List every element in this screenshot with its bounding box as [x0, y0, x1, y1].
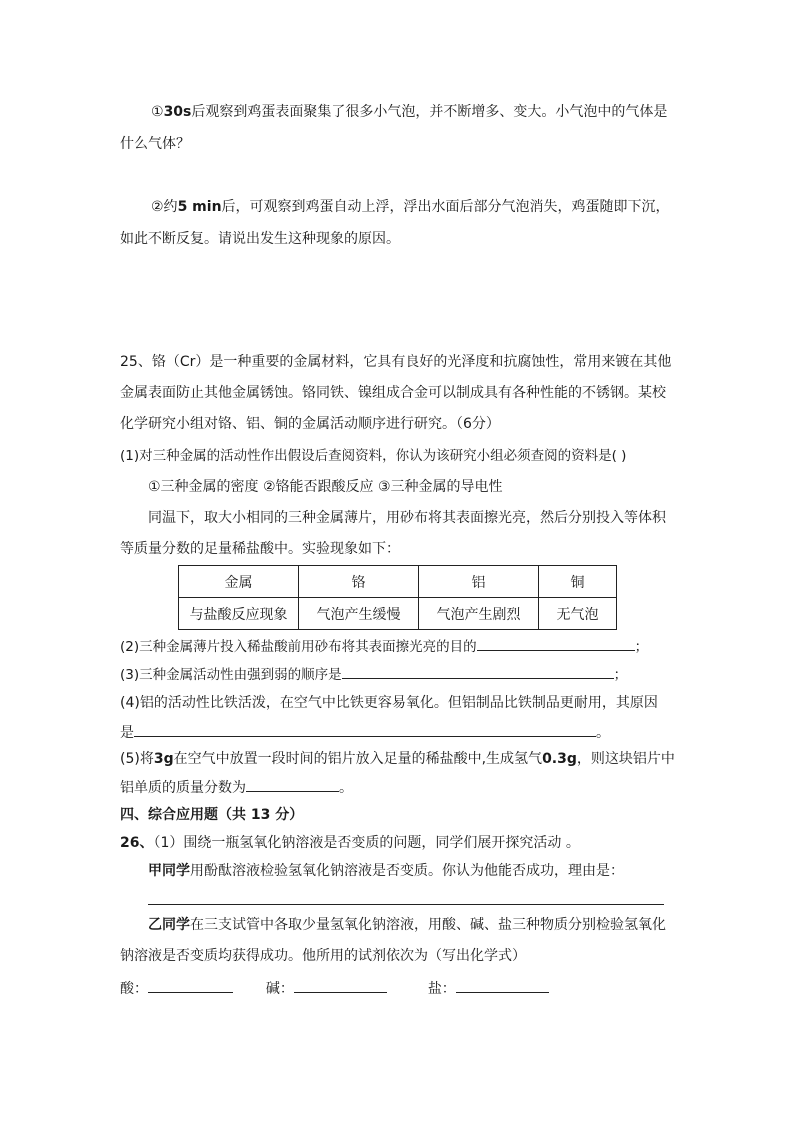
- base-label: 碱：: [265, 981, 294, 997]
- q24-item2-line1: [151, 197, 670, 217]
- q25-intro-line2: 金属表面防止其他金属锈蚀。铬同铁、镍组成合金可以制成具有各种性能的不锈钢。某校: [120, 385, 666, 401]
- punctuation: ；: [634, 639, 649, 655]
- q25-sub3: [120, 664, 627, 685]
- q25-intro-line3: 化学研究小组对铬、铝、铜的金属活动顺序进行研究。（6分）: [120, 416, 500, 432]
- q25-sub5-text: (5)将: [120, 751, 154, 767]
- q24-item2-text: 后，可观察到鸡蛋自动上浮，浮出水面后部分气泡消失，鸡蛋随即下沉，: [221, 199, 670, 215]
- section-title: 四、综合应用题（共 13 分）: [120, 807, 304, 823]
- table-cell: 铬: [299, 566, 419, 598]
- q24-item1-text: 后观察到鸡蛋表面聚集了很多小气泡，并不断增多、变大。小气泡中的气体是: [191, 104, 668, 120]
- table-cell: 与盐酸反应现象: [179, 598, 299, 630]
- acid-blank[interactable]: [148, 978, 233, 993]
- table-cell: 气泡产生剧烈: [419, 598, 539, 630]
- table-cell: 气泡产生缓慢: [299, 598, 419, 630]
- q26-line1: [120, 833, 580, 853]
- student-name: 乙同学: [148, 917, 190, 933]
- q25-sub5-text: ，则这块铝片中: [576, 751, 675, 767]
- q26-jia-line: [148, 861, 624, 881]
- answer-blank[interactable]: [246, 777, 339, 792]
- student-name: 甲同学: [148, 863, 190, 879]
- q25-intro-line1: 25、铬（Cr）是一种重要的金属材料，它具有良好的光泽度和抗腐蚀性，常用来镀在其他: [120, 354, 672, 370]
- q25-sub4-line2: [120, 722, 610, 743]
- q25-sub2: [120, 636, 648, 657]
- table-header-row: [179, 566, 617, 598]
- answer-line[interactable]: [148, 904, 664, 905]
- punctuation: 。: [339, 780, 353, 796]
- q26-text: （1）围绕一瓶氢氧化钠溶液是否变质的问题，同学们展开探究活动 。: [153, 835, 580, 851]
- q25-exp-line1: 同温下，取大小相同的三种金属薄片，用砂布将其表面擦光亮，然后分别投入等体积: [148, 510, 666, 526]
- table-cell: 铝: [419, 566, 539, 598]
- table-cell: 铜: [539, 566, 617, 598]
- punctuation: 。: [596, 725, 610, 741]
- circled-number: ②约: [151, 199, 178, 215]
- q25-exp-line2: 等质量分数的足量稀盐酸中。实验现象如下：: [120, 541, 400, 557]
- reagent-row: [120, 978, 549, 999]
- table-cell: 无气泡: [539, 598, 617, 630]
- answer-blank[interactable]: [477, 636, 635, 651]
- q24-item2-line2: 如此不断反复。请说出发生这种现象的原因。: [120, 231, 400, 247]
- q25-options: ①三种金属的密度 ②铬能否跟酸反应 ③三种金属的导电性: [148, 479, 503, 495]
- q24-item1-line1: [151, 102, 667, 122]
- table-cell: 金属: [179, 566, 299, 598]
- q26-yi-text: 在三支试管中各取少量氢氧化钠溶液，用酸、碱、盐三种物质分别检验氢氧化: [190, 917, 666, 933]
- question-number: 26、: [120, 835, 154, 851]
- q26-jia-text: 用酚酞溶液检验氢氧化钠溶液是否变质。你认为他能否成功，理由是：: [190, 863, 624, 879]
- time-value: 30s: [163, 104, 192, 120]
- q24-item1-line2: 什么气体？: [120, 136, 190, 152]
- q25-sub5-line1: [120, 749, 675, 769]
- time-value: 5 min: [177, 199, 222, 215]
- q26-yi-line1: [148, 915, 666, 935]
- q25-sub5-line2: [120, 777, 353, 798]
- table-row: [179, 598, 617, 630]
- circled-number: ①: [151, 104, 164, 120]
- answer-blank[interactable]: [134, 722, 596, 737]
- salt-label: 盐：: [427, 981, 456, 997]
- q25-sub5-text: 铝单质的质量分数为: [120, 780, 246, 796]
- acid-label: 酸：: [120, 981, 148, 997]
- base-blank[interactable]: [294, 978, 387, 993]
- experiment-table: [178, 565, 617, 630]
- q25-sub2-text: (2)三种金属薄片投入稀盐酸前用砂布将其表面擦光亮的目的: [120, 639, 477, 655]
- salt-blank[interactable]: [456, 978, 549, 993]
- mass-value: 0.3g: [542, 751, 577, 767]
- answer-blank[interactable]: [342, 664, 614, 679]
- q25-sub4-line1: (4)铝的活动性比铁活泼，在空气中比铁更容易氧化。但铝制品比铁制品更耐用，其原因: [120, 695, 658, 711]
- q25-sub3-text: (3)三种金属活动性由强到弱的顺序是: [120, 667, 342, 683]
- q25-sub1: (1)对三种金属的活动性作出假设后查阅资料，你认为该研究小组必须查阅的资料是( ): [120, 448, 627, 464]
- mass-value: 3g: [153, 751, 174, 767]
- punctuation: ；: [613, 667, 628, 683]
- q25-sub4-text: 是: [120, 725, 134, 741]
- q25-sub5-text: 在空气中放置一段时间的铝片放入足量的稀盐酸中,生成氢气: [173, 751, 543, 767]
- q26-yi-line2: 钠溶液是否变质均获得成功。他所用的试剂依次为（写出化学式）: [120, 948, 526, 964]
